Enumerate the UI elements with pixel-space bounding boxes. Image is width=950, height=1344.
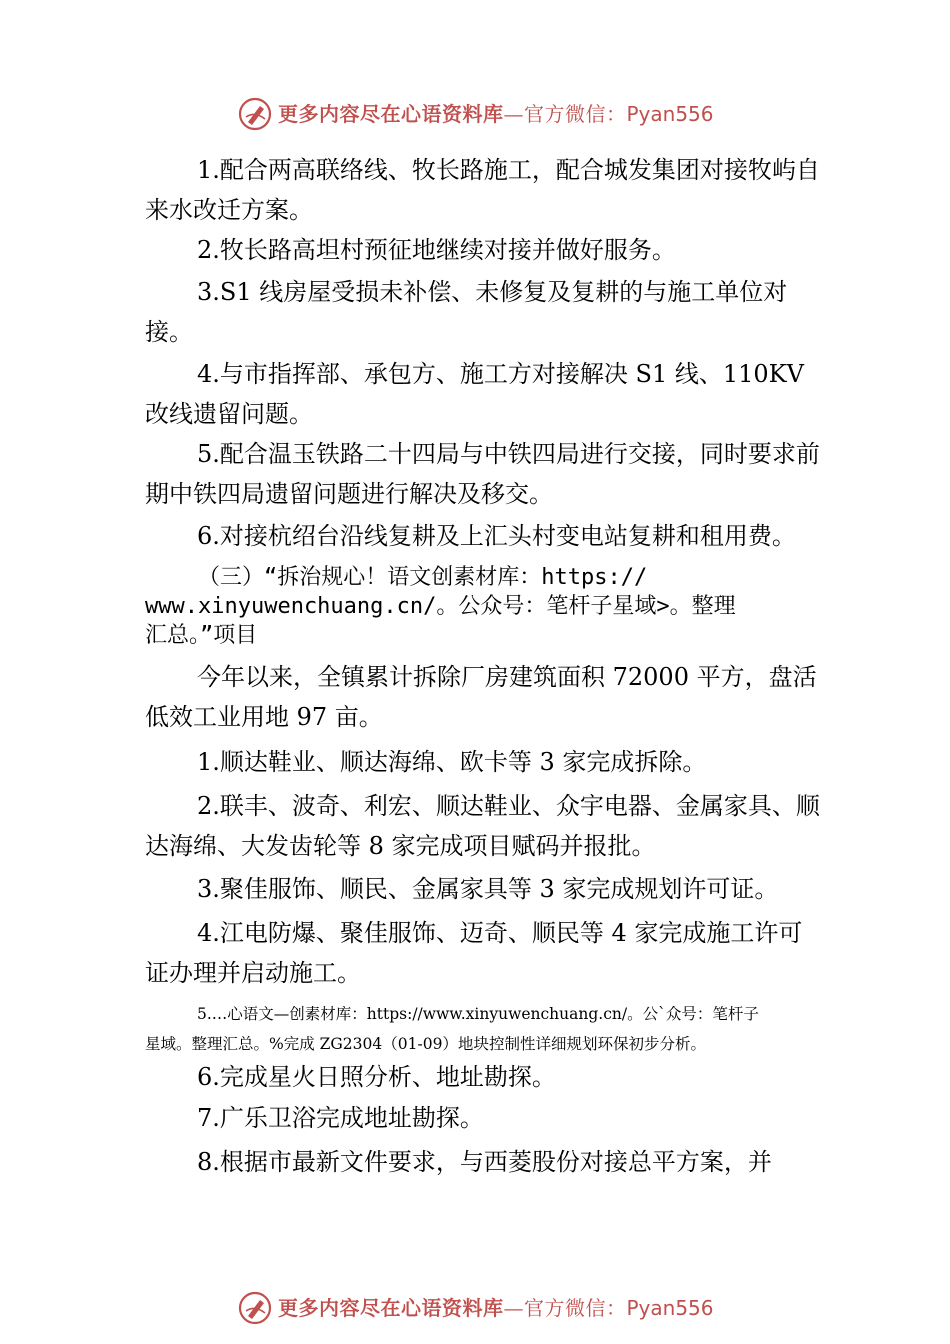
header-banner	[0, 95, 950, 135]
paragraph-4: 4.与市指挥部、承包方、施工方对接解决 S1 线、110KV 改线遗留问题。	[145, 360, 804, 428]
banner-dash: —	[503, 102, 524, 126]
banner-dash: —	[503, 1296, 524, 1320]
paragraph-6: 6.对接杭绍台沿线复耕及上汇头村变电站复耕和租用费。	[197, 522, 796, 550]
paragraph-item-6: 6.完成星火日照分析、地址勘探。	[197, 1063, 556, 1091]
section-heading-line-2: www.xinyuwenchuang.cn/。公众号：笔杆子星域>。整理	[145, 594, 736, 619]
paragraph-1: 1.配合两高联络线、牧长路施工，配合城发集团对接牧屿自来水改迁方案。	[145, 156, 820, 224]
section-heading-3-cont	[145, 592, 835, 650]
banner-brand-text: 更多内容尽在心语资料库	[278, 102, 504, 126]
paragraph-item-5	[145, 999, 845, 1059]
paragraph-item-2: 2.联丰、波奇、利宏、顺达鞋业、众宇电器、金属家具、顺达海绵、大发齿轮等 8 家完成项目赋码并报批。	[145, 792, 820, 860]
banner-brand-text: 更多内容尽在心语资料库	[278, 1296, 504, 1320]
paragraph-5: 5.配合温玉铁路二十四局与中铁四局进行交接，同时要求前期中铁四局遗留问题进行解决及移交。	[145, 440, 820, 508]
paragraph-2: 2.牧长路高坦村预征地继续对接并做好服务。	[197, 236, 676, 264]
paragraph-item-5-line-2: 星域。整理汇总。%完成 ZG2304（01-09）地块控制性详细规划环保初步分析。	[145, 1035, 706, 1053]
paragraph-summary: 今年以来，全镇累计拆除厂房建筑面积 72000 平方，盘活低效工业用地 97 亩。	[145, 663, 817, 731]
section-heading-3	[198, 563, 838, 592]
paragraph-item-5-line-1: 5.…心语文—创素材库：https://www.xinyuwenchuang.cn/。公`众号：笔杆子	[197, 1005, 759, 1023]
footer-banner	[0, 1289, 950, 1329]
section-heading-line-3: 汇总。”项目	[145, 623, 258, 648]
banner-wechat-label: 官方微信：	[524, 1296, 627, 1320]
paragraph-item-1: 1.顺达鞋业、顺达海绵、欧卡等 3 家完成拆除。	[197, 748, 707, 776]
paragraph-item-8: 8.根据市最新文件要求，与西菱股份对接总平方案，并	[197, 1148, 772, 1176]
banner-wechat-label: 官方微信：	[524, 102, 627, 126]
banner-wechat-id: Pyan556	[626, 1296, 714, 1320]
banner-wechat-id: Pyan556	[626, 102, 714, 126]
paragraph-item-7: 7.广乐卫浴完成地址勘探。	[197, 1104, 484, 1132]
pen-logo-icon	[238, 1291, 272, 1325]
section-heading-line-1: （三）“拆治规心！语文创素材库：https://	[198, 565, 648, 590]
paragraph-item-4: 4.江电防爆、聚佳服饰、迈奇、顺民等 4 家完成施工许可证办理并启动施工。	[145, 919, 803, 987]
paragraph-3: 3.S1 线房屋受损未补偿、未修复及复耕的与施工单位对接。	[145, 278, 788, 346]
paragraph-item-3: 3.聚佳服饰、顺民、金属家具等 3 家完成规划许可证。	[197, 875, 779, 903]
pen-logo-icon	[238, 97, 272, 131]
